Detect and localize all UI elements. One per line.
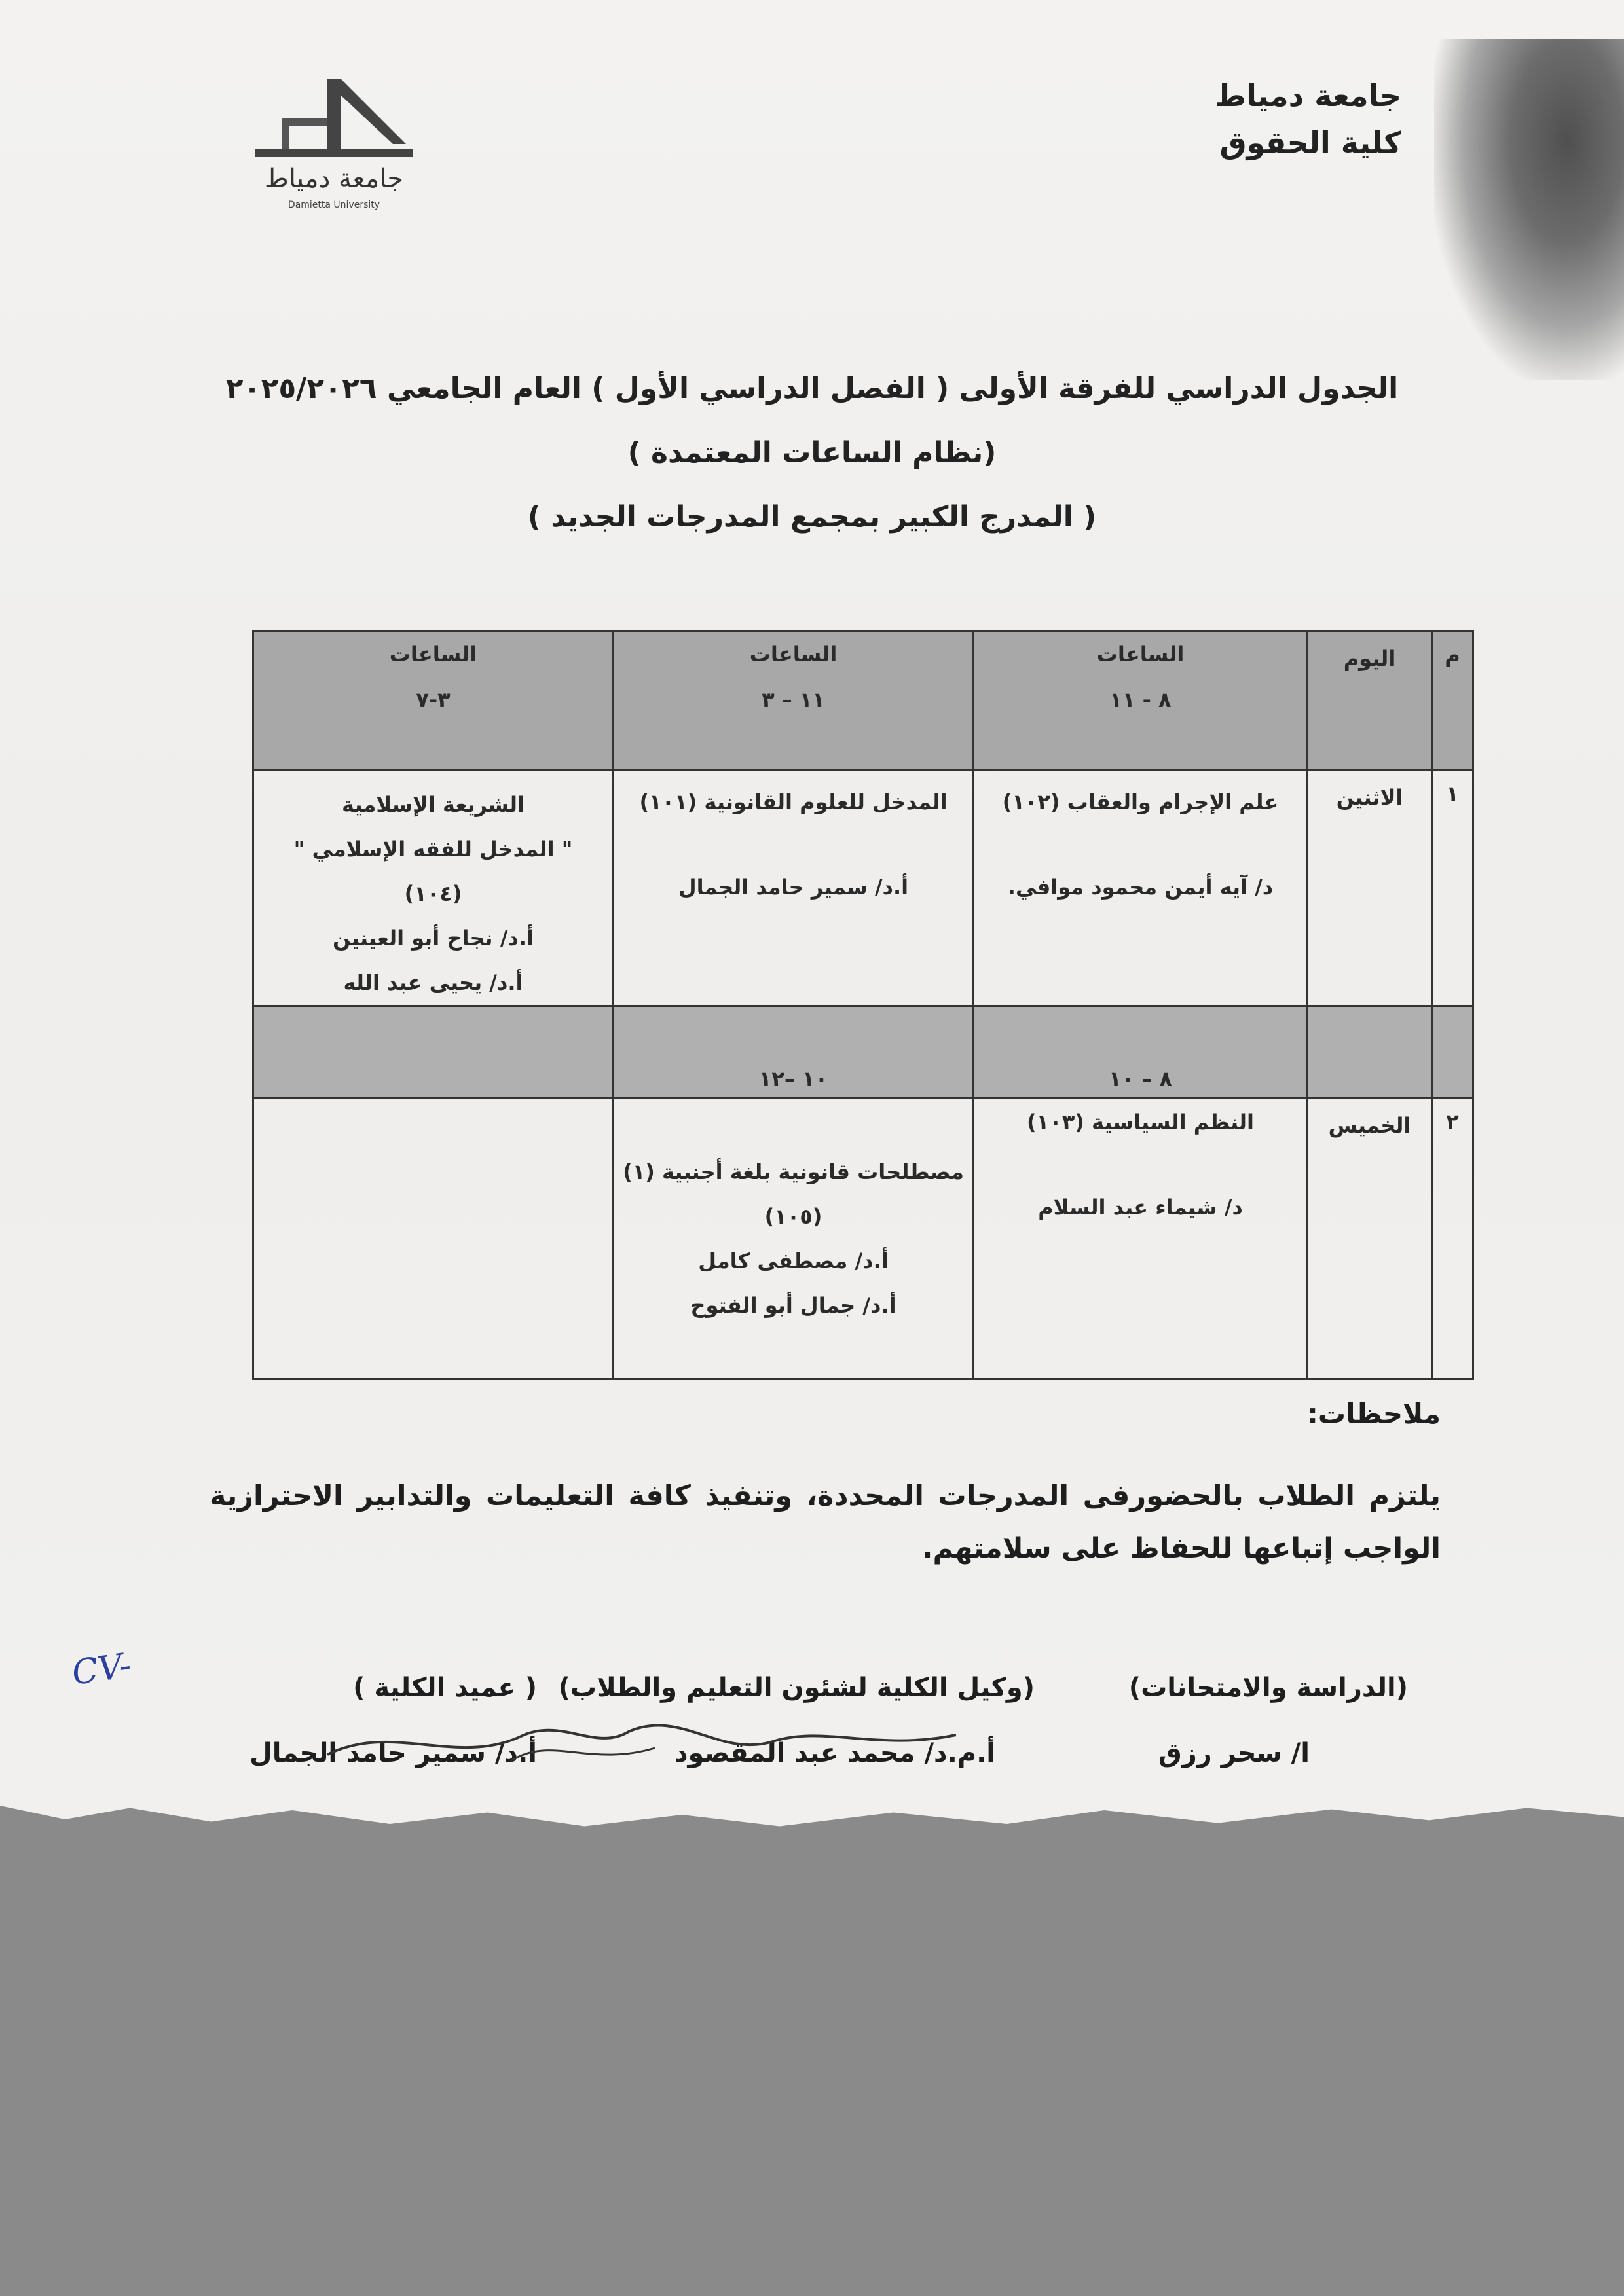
hours-header-1: [974, 631, 1308, 770]
course-instructor: د/ شيماء عبد السلام: [1038, 1195, 1243, 1220]
title-line-3: ( المدرج الكبير بمجمع المدرجات الجديد ): [527, 500, 1097, 534]
university-logo: [242, 65, 426, 216]
course-instructor: أ.د/ مصطفى كامل: [698, 1248, 889, 1273]
signature-title-dean: ( عميد الكلية ): [353, 1673, 537, 1703]
university-name: جامعة دمياط: [1215, 78, 1401, 113]
title-line-1: الجدول الدراسي للفرقة الأولى ( الفصل الدراسي الأول ) العام الجامعي ٢٠٢٥/٢٠٢٦: [225, 372, 1399, 405]
hours-header-2: [614, 631, 974, 770]
row-number: ٢: [1432, 1098, 1473, 1379]
course-subtitle: " المدخل للفقه الإسلامي ": [293, 837, 573, 862]
course-title: علم الإجرام والعقاب (١٠٢): [1002, 790, 1279, 814]
course-title: المدخل للعلوم القانونية (١٠١): [639, 790, 948, 814]
signature-name-vice-dean: أ.م.د/ محمد عبد المقصود: [674, 1738, 995, 1768]
row-day: الاثنين: [1308, 770, 1432, 1006]
signature-name-studies: ا/ سحر رزق: [1158, 1738, 1310, 1768]
handwritten-note: CV-: [69, 1646, 134, 1693]
notes-body: يلتزم الطلاب بالحضورفى المدرجات المحددة، وتنفيذ كافة التعليمات والتدابير الاحترازية الواجب إتباعها للحفاظ على سلامتهم.: [210, 1480, 1441, 1565]
signature-title-studies: (الدراسة والامتحانات): [1128, 1673, 1408, 1703]
handwritten-signature: [314, 1696, 969, 1781]
empty-cell: [253, 1098, 614, 1379]
course-cell: [614, 1098, 974, 1379]
course-code: (١٠٥): [764, 1204, 822, 1229]
university-header: [1215, 72, 1401, 166]
schedule-table: [252, 630, 1474, 1380]
course-title: النظم السياسية (١٠٣): [1027, 1110, 1254, 1135]
logo-subtext: Damietta University: [287, 200, 380, 210]
course-instructor: أ.د/ نجاح أبو العينين: [333, 926, 534, 951]
course-title: الشريعة الإسلامية: [342, 792, 525, 817]
logo-text: جامعة دمياط: [264, 164, 404, 194]
header-row: [253, 631, 1473, 770]
course-title: مصطلحات قانونية بلغة أجنبية (١): [623, 1159, 964, 1184]
table-row: [253, 1098, 1473, 1379]
row-number: ١: [1432, 770, 1473, 1006]
course-instructor: أ.د/ يحيى عبد الله: [343, 970, 523, 995]
time-slot: ١١ – ٣: [762, 687, 825, 712]
course-cell: [614, 770, 974, 1006]
course-instructor: أ.د/ جمال أبو الفتوح: [690, 1293, 896, 1318]
col-day-header: اليوم: [1308, 631, 1432, 770]
time-separator-row: [253, 1006, 1473, 1098]
faculty-name: كلية الحقوق: [1219, 125, 1401, 160]
course-code: (١٠٤): [404, 881, 462, 906]
course-cell: [974, 1098, 1308, 1379]
hours-label: الساعات: [1096, 642, 1185, 666]
course-cell: [974, 770, 1308, 1006]
row-day: الخميس: [1308, 1098, 1432, 1379]
document-titles: [196, 357, 1428, 549]
notes-title: ملاحظات:: [1307, 1398, 1441, 1430]
paper-damage: [1434, 39, 1624, 380]
hours-header-3: [253, 631, 614, 770]
time-slot: ١٠ –١٢: [614, 1006, 974, 1098]
course-cell: [253, 770, 614, 1006]
hours-label: الساعات: [749, 642, 838, 666]
course-instructor: د/ آيه أيمن محمود موافي.: [1007, 875, 1274, 900]
signature-title-vice-dean: (وكيل الكلية لشئون التعليم والطلاب): [558, 1673, 1035, 1703]
logo-mark-icon: [242, 65, 426, 164]
table-row: [253, 770, 1473, 1006]
title-line-2: (نظام الساعات المعتمدة ): [627, 436, 997, 469]
signature-name-dean: أ.د/ سمير حامد الجمال: [249, 1738, 537, 1768]
time-slot: ٣-٧: [416, 687, 451, 712]
course-instructor: أ.د/ سمير حامد الجمال: [678, 875, 909, 900]
hours-label: الساعات: [389, 642, 477, 666]
col-num-header: م: [1432, 631, 1473, 770]
time-slot: ٨ – ١٠: [974, 1006, 1308, 1098]
time-slot: ٨ - ١١: [1109, 687, 1172, 712]
